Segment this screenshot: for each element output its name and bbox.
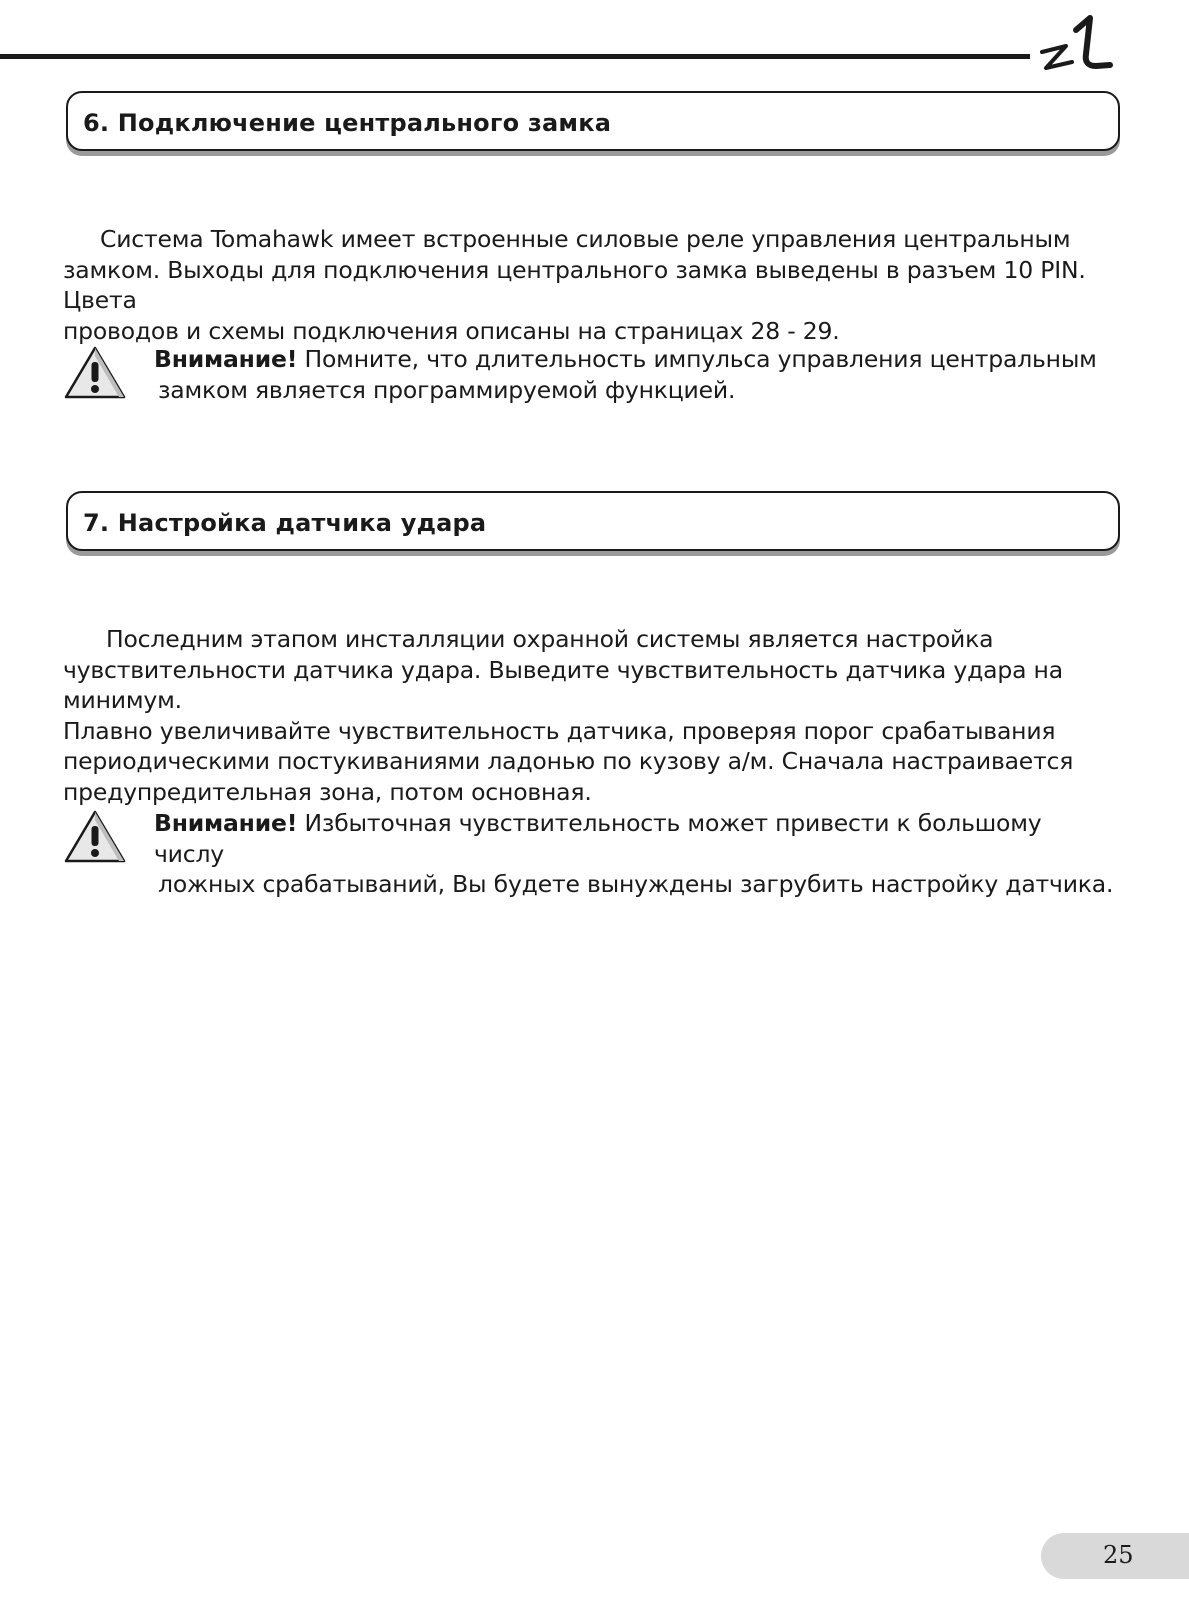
section-7-warning [63,808,1143,898]
section-6-title: 6. Подключение центрального замка [83,109,612,137]
section-7-paragraph [63,624,1143,807]
page-number-tab [1041,1533,1189,1579]
header-rule [0,54,1030,59]
paragraph-line: проводов и схемы подключения описаны на страницах 28 - 29. [63,316,840,345]
warning-text: Помните, что длительность импульса управления центральным [297,345,1097,373]
section-6-warning [63,344,1143,414]
warning-text: замком является программируемой функцией. [158,375,736,404]
section-7-title: 7. Настройка датчика удара [83,509,487,537]
warning-label: Внимание! [154,345,298,373]
section-6-header [66,91,1120,151]
page-number: 25 [1103,1541,1134,1569]
paragraph-line: замком. Выходы для подключения центрального замка выведены в разъем 10 PIN. Цвета [63,255,1086,314]
paragraph-line: чувствительности датчика удара. Выведите чувствительность датчика удара на минимум. [63,655,1063,714]
paragraph-line: периодическими постукиваниями ладонью по кузову а/м. Сначала настраивается [63,747,1074,775]
warning-text: ложных срабатываний, Вы будете вынуждены загрубить настройку датчика. [158,870,1114,898]
paragraph-line: Плавно увеличивайте чувствительность датчика, проверяя порог срабатывания [63,716,1056,745]
warning-triangle-icon [63,344,127,402]
paragraph-line: Последним этапом инсталляции охранной системы является настройка [106,625,994,653]
section-7-header [66,491,1120,551]
section-6-paragraph [63,224,1143,346]
warning-label: Внимание! [154,809,298,837]
paragraph-line: Система Tomahawk имеет встроенные силовые реле управления центральным [100,225,1071,253]
paragraph-line: предупредительная зона, потом основная. [63,777,592,806]
warning-text: Избыточная чувствительность может привести к большому числу [154,809,1042,868]
brand-logo [1032,10,1152,76]
warning-triangle-icon [63,808,127,866]
